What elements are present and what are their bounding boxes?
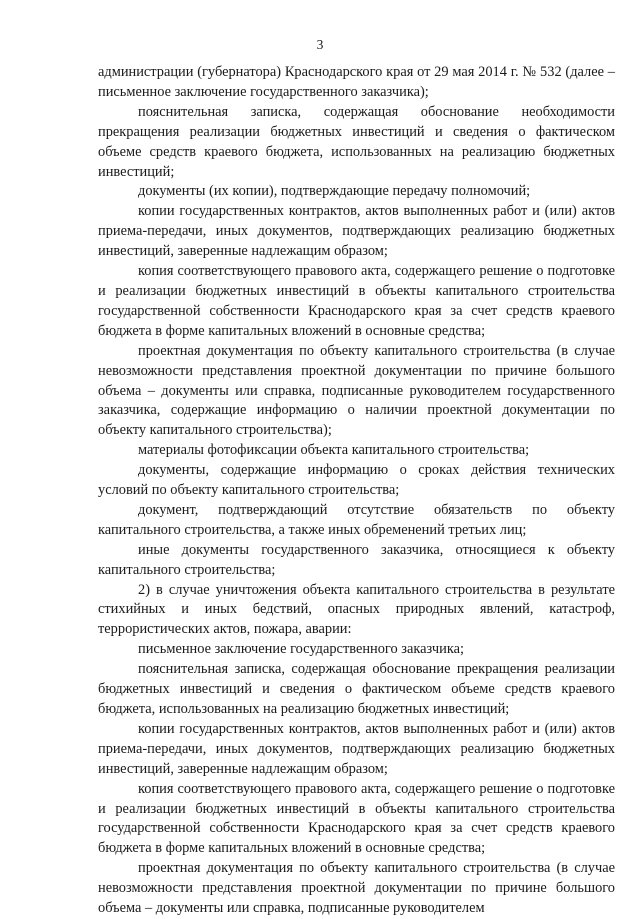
paragraph: документы (их копии), подтверждающие передачу полномочий;: [138, 183, 531, 200]
page-number: 3: [316, 37, 324, 52]
paragraph: проектная документация по объекту капитального строительства (в случае невозможности представления проектной документации по причине большого объема – документы или справка, подписанные руководителем: [98, 860, 615, 917]
paragraph: копии государственных контрактов, актов выполненных работ и (или) актов приема-передачи, иных документов, подтверждающих реализацию бюджетных инвестиций, заверенные надлежащим образом;: [98, 203, 615, 260]
paragraph: иные документы государственного заказчика, относящиеся к объекту капитального строительства;: [98, 541, 615, 578]
paragraph: пояснительная записка, содержащая обоснование прекращения реализации бюджетных инвестиций и сведения о фактическом объеме средств краевого бюджета, использованных на реализацию бюджетных инвестиций;: [98, 661, 615, 717]
paragraph: 2) в случае уничтожения объекта капитального строительства в результате стихийных и иных бедствий, опасных природных явлений, катастроф, террористических актов, пожара, аварии:: [98, 581, 615, 638]
paragraph: администрации (губернатора) Краснодарского края от 29 мая 2014 г. № 532 (далее – письменное заключение государственного заказчика);: [98, 64, 615, 100]
paragraph: проектная документация по объекту капитального строительства (в случае невозможности представления проектной документации по причине большого объема – документы или справка, подписанные руководителем государственного заказчика, содержащие информацию о наличии проектной документации по объекту капитального строительства);: [98, 342, 615, 439]
paragraph: копии государственных контрактов, актов выполненных работ и (или) актов приема-передачи, иных документов, подтверждающих реализацию бюджетных инвестиций, заверенные надлежащим образом;: [98, 720, 615, 777]
paragraph: пояснительная записка, содержащая обоснование необходимости прекращения реализации бюджетных инвестиций и сведения о фактическом объеме средств краевого бюджета, использованных на реализацию бюджетных инвестиций;: [98, 103, 615, 180]
paragraph: документы, содержащие информацию о сроках действия технических условий по объекту капитального строительства;: [98, 462, 615, 499]
paragraph: письменное заключение государственного заказчика;: [138, 641, 464, 658]
paragraph: копия соответствующего правового акта, содержащего решение о подготовке и реализации бюджетных инвестиций в объекты капитального строительства государственной собственности Краснодарского края за счет средств краевого бюджета в форме капитальных вложений в основные средства;: [98, 780, 615, 857]
document-body: [98, 63, 615, 919]
paragraph: копия соответствующего правового акта, содержащего решение о подготовке и реализации бюджетных инвестиций в объекты капитального строительства государственной собственности Краснодарского края за счет средств краевого бюджета в форме капитальных вложений в основные средства;: [98, 263, 615, 339]
paragraph: материалы фотофиксации объекта капитального строительства;: [138, 442, 530, 459]
paragraph: документ, подтверждающий отсутствие обязательств по объекту капитального строительства, а также иных обременений третьих лиц;: [98, 501, 615, 538]
